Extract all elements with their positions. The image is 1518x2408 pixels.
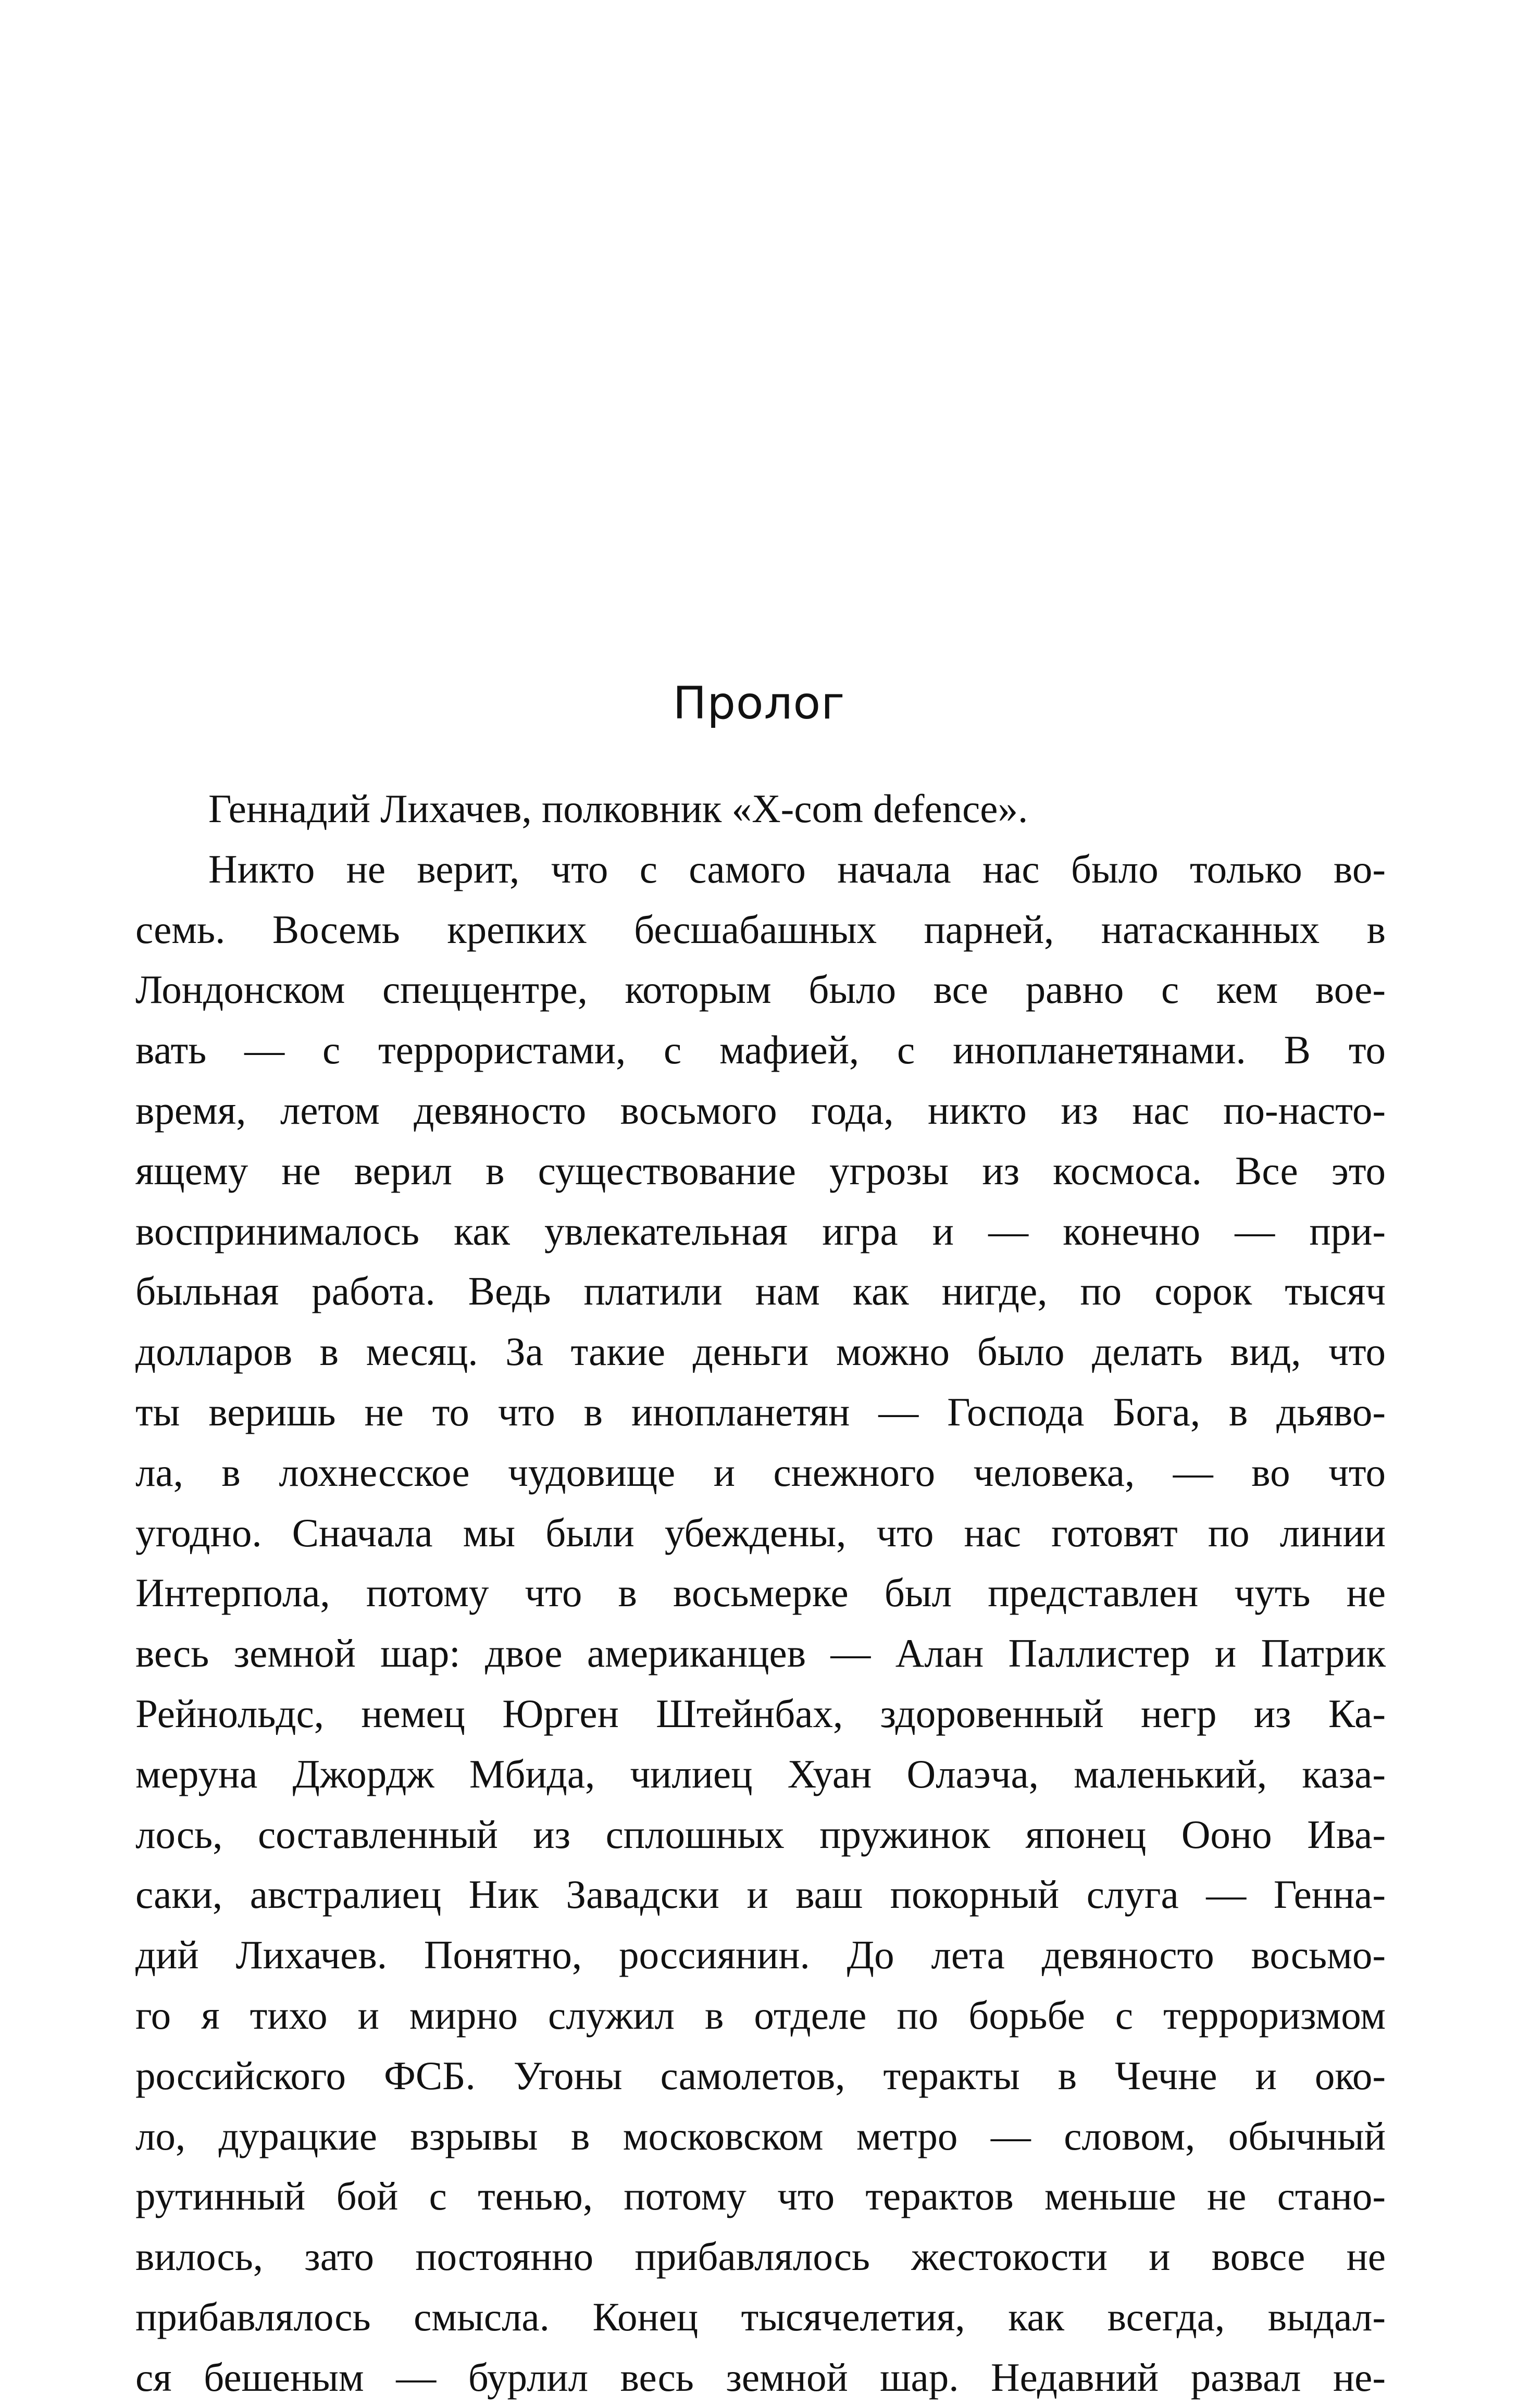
text-line: время, летом девяносто восьмого года, никто из нас по-насто- xyxy=(135,1087,1386,1133)
text-line: ты веришь не то что в инопланетян — Господа Бога, в дьяво- xyxy=(135,1389,1386,1434)
text-line: семь. Восемь крепких бесшабашных парней, натасканных в xyxy=(135,907,1386,952)
body-text xyxy=(135,779,1386,2408)
text-line: вилось, зато постоянно прибавлялось жестокости и вовсе не xyxy=(135,2234,1386,2279)
text-line: ло, дурацкие взрывы в московском метро — словом, обычный xyxy=(135,2113,1386,2158)
text-line: саки, австралиец Ник Завадски и ваш покорный слуга — Генна- xyxy=(135,1872,1386,1917)
text-line: весь земной шар: двое американцев — Алан Паллистер и Патрик xyxy=(135,1631,1386,1676)
text-line: Лондонском спеццентре, которым было все равно с кем вое- xyxy=(135,967,1386,1012)
text-line: Геннадий Лихачев, полковник «X-com defence». xyxy=(208,786,1028,831)
text-line: лось, составленный из сплошных пружинок японец Ооно Ива- xyxy=(135,1811,1386,1857)
text-line: ся бешеным — бурлил весь земной шар. Недавний развал не- xyxy=(135,2354,1386,2400)
text-line: Никто не верит, что с самого начала нас было только во- xyxy=(208,846,1386,891)
text-line: угодно. Сначала мы были убеждены, что нас готовят по линии xyxy=(135,1510,1386,1555)
text-line: воспринималось как увлекательная игра и — конечно — при- xyxy=(135,1208,1386,1253)
text-line: дий Лихачев. Понятно, россиянин. До лета девяносто восьмо- xyxy=(135,1932,1386,1978)
text-line: вать — с террористами, с мафией, с инопланетянами. В то xyxy=(135,1027,1386,1073)
chapter-title: Пролог xyxy=(673,677,845,729)
text-line: быльная работа. Ведь платили нам как нигде, по сорок тысяч xyxy=(135,1269,1386,1314)
text-line: прибавлялось смысла. Конец тысячелетия, как всегда, выдал- xyxy=(135,2294,1386,2339)
text-line: долларов в месяц. За такие деньги можно было делать вид, что xyxy=(135,1329,1386,1374)
text-line: ящему не верил в существование угрозы из космоса. Все это xyxy=(135,1148,1386,1193)
text-line: Интерпола, потому что в восьмерке был представлен чуть не xyxy=(135,1570,1386,1616)
text-line: го я тихо и мирно служил в отделе по борьбе с терроризмом xyxy=(135,1992,1386,2038)
text-line: меруна Джордж Мбида, чилиец Хуан Олаэча, маленький, каза- xyxy=(135,1751,1386,1796)
text-line: ла, в лохнесское чудовище и снежного человека, — во что xyxy=(135,1449,1386,1495)
text-line: российского ФСБ. Угоны самолетов, теракты в Чечне и око- xyxy=(135,2053,1386,2098)
text-line: рутинный бой с тенью, потому что терактов меньше не стано- xyxy=(135,2174,1386,2219)
text-line: Рейнольдс, немец Юрген Штейнбах, здоровенный негр из Ка- xyxy=(135,1691,1386,1736)
